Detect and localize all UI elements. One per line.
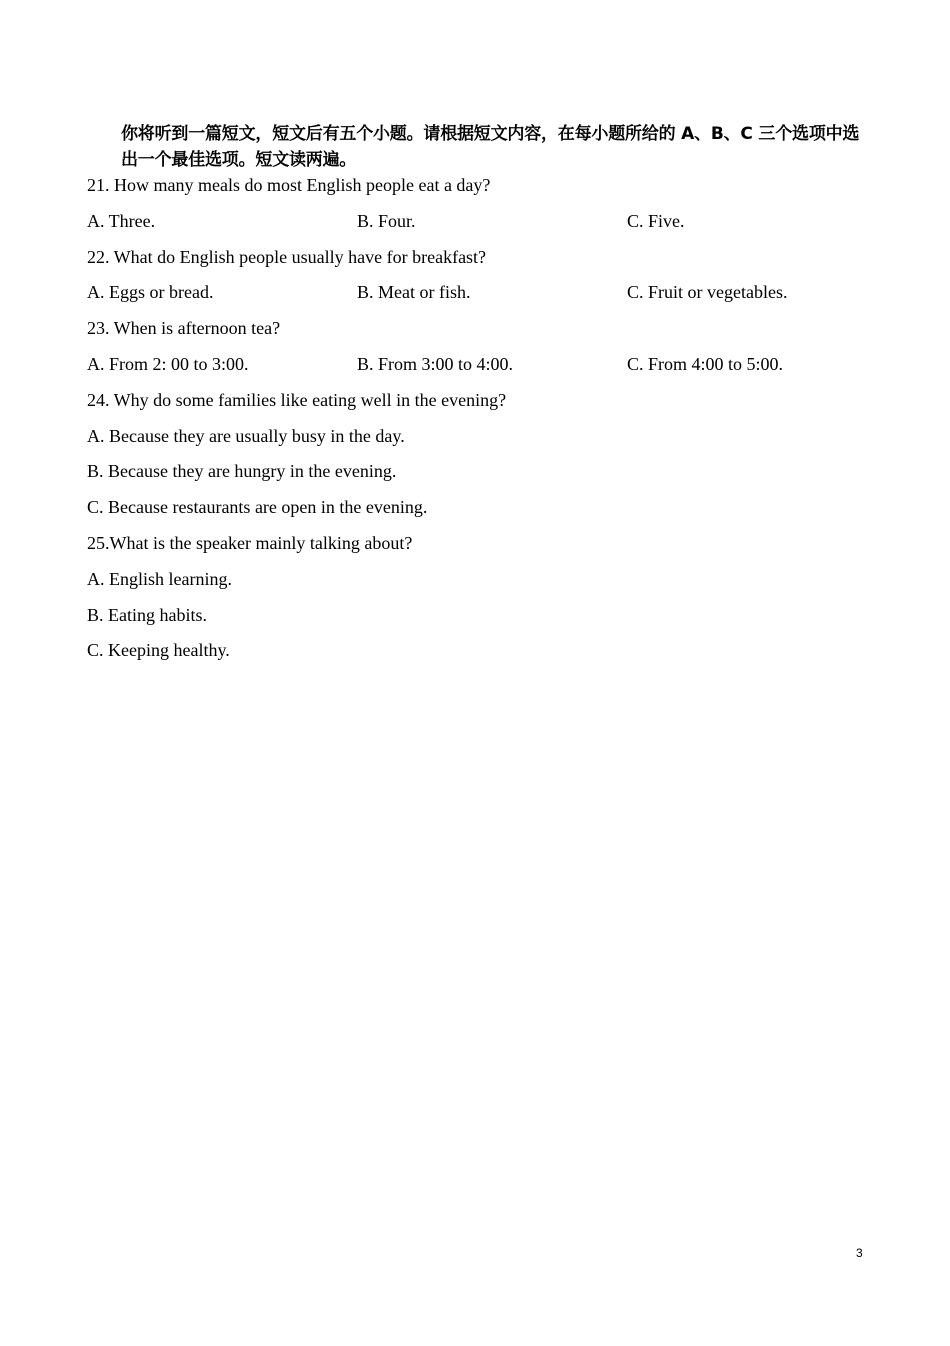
option-24-a: A. Because they are usually busy in the day.	[87, 425, 405, 446]
question-stem-21: 21. How many meals do most English people eat a day?	[87, 175, 491, 195]
page-number: 3	[856, 1246, 863, 1260]
options-row-23	[87, 349, 867, 385]
options-row-21	[87, 206, 867, 242]
question-list	[87, 170, 867, 671]
question-stem-24: 24. Why do some families like eating well in the evening?	[87, 389, 507, 410]
option-22-a: A. Eggs or bread.	[87, 282, 214, 303]
option-25-b: B. Eating habits.	[87, 604, 207, 625]
option-22-b: B. Meat or fish.	[357, 282, 471, 303]
option-24-b: B. Because they are hungry in the evening.	[87, 461, 397, 482]
question-stem-25: 25.What is the speaker mainly talking about?	[87, 532, 413, 553]
option-24-c: C. Because restaurants are open in the evening.	[87, 497, 428, 518]
section-instruction: 你将听到一篇短文，短文后有五个小题。请根据短文内容，在每小题所给的 A、B、C 三个选项中选出一个最佳选项。短文读两遍。	[121, 124, 860, 170]
option-23-b: B. From 3:00 to 4:00.	[357, 353, 514, 374]
option-23-a: A. From 2: 00 to 3:00.	[87, 353, 249, 374]
question-stem-23: 23. When is afternoon tea?	[87, 318, 281, 339]
option-25-c: C. Keeping healthy.	[87, 640, 230, 661]
option-25-a: A. English learning.	[87, 568, 232, 589]
option-21-c: C. Five.	[627, 210, 685, 231]
options-row-22	[87, 277, 867, 313]
option-21-a: A. Three.	[87, 210, 156, 231]
option-23-c: C. From 4:00 to 5:00.	[627, 353, 784, 374]
question-stem-22: 22. What do English people usually have for breakfast?	[87, 246, 487, 267]
option-21-b: B. Four.	[357, 210, 416, 231]
option-22-c: C. Fruit or vegetables.	[627, 282, 788, 303]
